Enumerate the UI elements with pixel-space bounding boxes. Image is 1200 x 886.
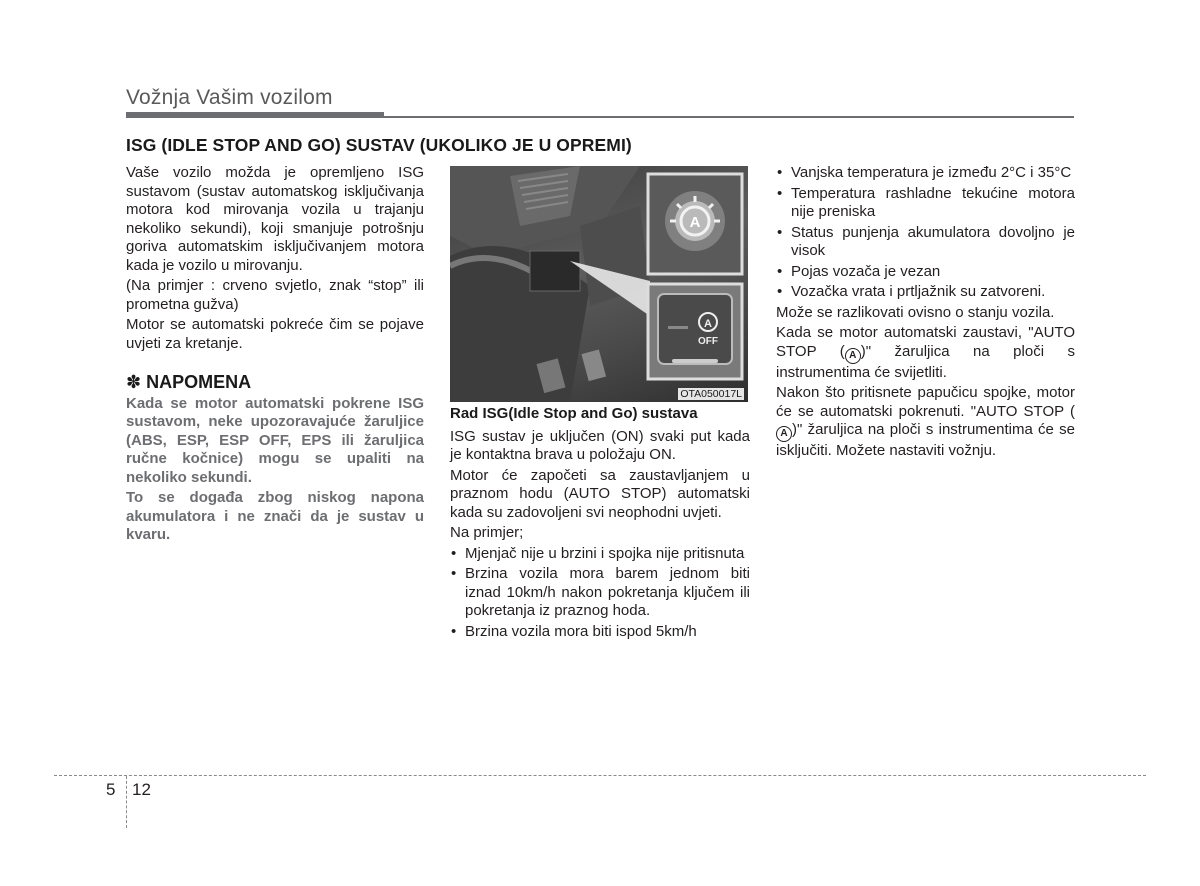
svg-text:A: A [689, 214, 701, 231]
example-label: Na primjer; [450, 524, 524, 541]
page-number: 12 [132, 780, 151, 799]
auto-stop-off-paragraph: Nakon što pritisnete papučicu spojke, motor će se automatski pokrenuti. "AUTO STOP (A )" žaruljica na ploči s instrumentima će se isključiti. Možete nastaviti vožnju. [776, 384, 1075, 459]
header-bar-thick [126, 112, 384, 118]
conditions-list [450, 545, 750, 642]
list-item: • Mjenjač nije u brzini i spojka nije pritisnuta [450, 545, 750, 564]
photo-caption: OTA050017L [680, 388, 742, 400]
note-title: ✽ NAPOMENA [126, 372, 252, 392]
isg-operation-heading: Rad ISG(Idle Stop and Go) sustava [450, 405, 698, 422]
auto-stop-paragraph: Motor će započeti sa zaustavljanjem u praznom hodu (AUTO STOP) automatski kada su zadovoljeni svi neophodni uvjeti. [450, 466, 750, 521]
isg-on-paragraph: ISG sustav je uključen (ON) svaki put kada je kontaktna brava u položaju ON. [450, 427, 750, 463]
list-item: • Temperatura rashladne tekućine motora nije preniska [776, 185, 1075, 222]
chapter-number: 5 [106, 780, 116, 799]
example-paragraph: (Na primjer : crveno svjetlo, znak “stop” ili prometna gužva) [126, 277, 424, 313]
restart-paragraph: Motor se automatski pokreće čim se pojave uvjeti za kretanje. [126, 316, 424, 352]
header-bar-thin [384, 116, 1074, 118]
dashboard-illustration [450, 166, 748, 402]
list-item: • Brzina vozila mora biti ispod 5km/h [450, 623, 750, 642]
note-paragraph-1: Kada se motor automatski pokrene ISG sustavom, neke upozoravajuće žaruljice (ABS, ESP, ESP OFF, EPS ili žaruljica ručne kočnice) mogu se upaliti na nekoliko sekundi. [126, 394, 424, 486]
footer-vertical-divider [126, 776, 127, 828]
auto-stop-on-paragraph: Kada se motor automatski zaustavi, "AUTO STOP ( A )" žaruljica na ploči s instrumentima će svijetliti. [776, 324, 1075, 381]
conditions-list-continued [776, 164, 1075, 302]
column-right [776, 164, 1075, 463]
list-item: • Status punjenja akumulatora dovoljno je visok [776, 224, 1075, 261]
variation-paragraph: Može se razlikovati ovisno o stanju vozila. [776, 303, 1055, 321]
footer-divider [54, 775, 1146, 776]
svg-text:A: A [704, 318, 712, 330]
list-item: • Vanjska temperatura je između 2°C i 35°C [776, 164, 1075, 183]
chapter-title: Vožnja Vašim vozilom [126, 86, 333, 109]
auto-stop-icon: A [776, 426, 792, 442]
off-button-label: OFF [698, 336, 718, 347]
section-heading: ISG (IDLE STOP AND GO) SUSTAV (UKOLIKO JE U OPREMI) [126, 135, 632, 155]
intro-paragraph: Vaše vozilo možda je opremljeno ISG sustavom (sustav automatskog isključivanja motora kod mirovanja vozila u trajanju nekoliko sekundi), koji smanjuje potrošnju goriva automatskim isključivanjem motora kada je vozilo u mirovanju. [126, 164, 424, 274]
auto-stop-icon: A [845, 348, 861, 364]
list-item: • Vozačka vrata i prtljažnik su zatvoreni. [776, 283, 1075, 302]
column-left [126, 164, 424, 547]
list-item: • Pojas vozača je vezan [776, 263, 1075, 282]
list-item: • Brzina vozila mora barem jednom biti iznad 10km/h nakon pokretanja ključem ili pokretanja iz praznog hoda. [450, 565, 750, 621]
column-middle [450, 405, 750, 643]
isg-button-photo [450, 166, 748, 402]
note-paragraph-2: To se događa zbog niskog napona akumulatora i ne znači da je sustav u kvaru. [126, 489, 424, 543]
